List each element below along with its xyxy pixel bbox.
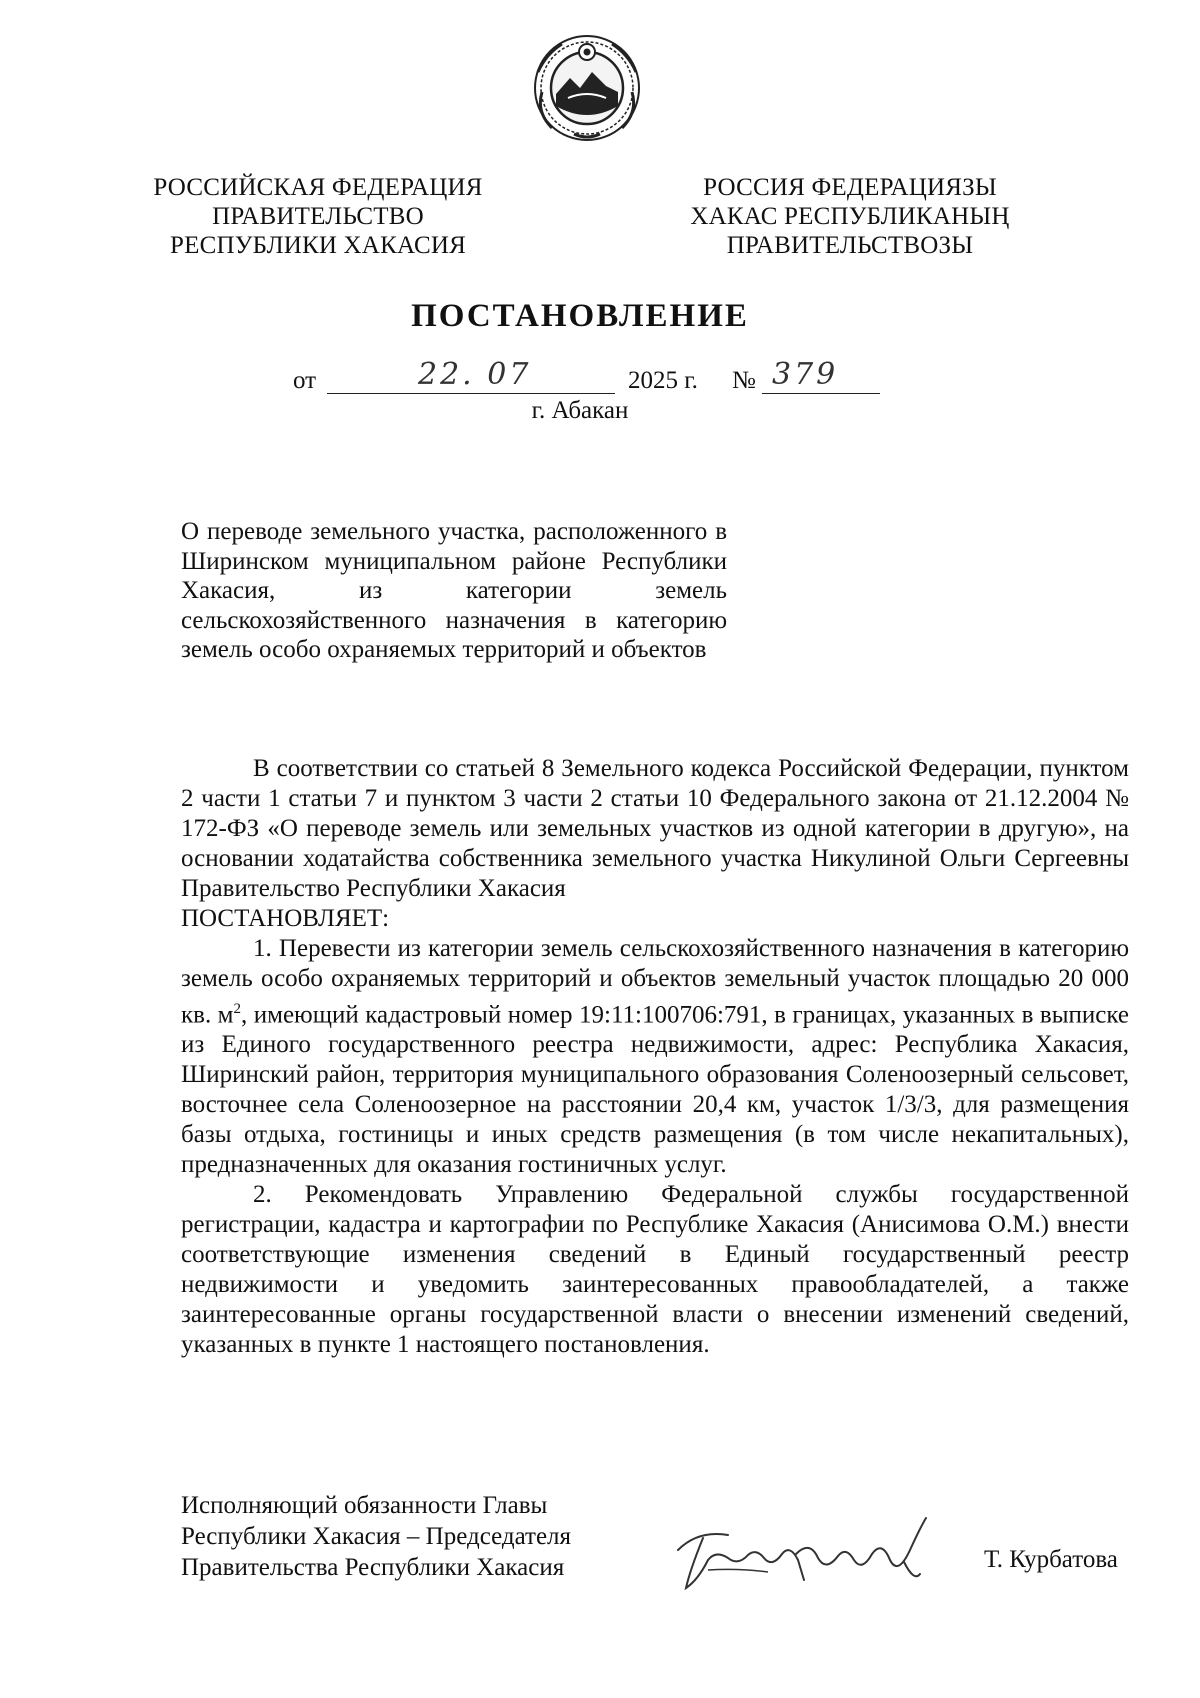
position-line: Исполняющий обязанности Главы (181, 1492, 548, 1519)
handwritten-date: 22. 07 (418, 357, 532, 392)
preamble-paragraph (181, 754, 1129, 934)
header-russian (128, 173, 508, 260)
signatory-position (181, 1490, 641, 1583)
header-line: ХАКАС РЕСПУБЛИКАНЫҢ (690, 203, 1010, 230)
item-2-paragraph: 2. Рекомендовать Управлению Федеральной службы государственной регистрации, кадастра и картографии по Республике Хакасия (Анисимова О.М.) внести соответствующие изменения сведений в Единый государственный реестр недвижимости и уведомить заинтересованных правообладателей, а также заинтересованные органы государственной власти о внесении изменений сведений, указанных в пункте 1 настоящего постановления. (181, 1181, 1129, 1359)
number-sign: № (732, 367, 756, 394)
item-1-paragraph (181, 934, 1129, 1180)
handwritten-number: 379 (772, 357, 839, 392)
date-prefix: от (293, 367, 317, 394)
header-khakas (660, 173, 1040, 260)
header-line: РОССИЙСКАЯ ФЕДЕРАЦИЯ (153, 174, 483, 201)
date-underline (327, 393, 615, 394)
decree-subject: О переводе земельного участка, расположенного в Ширинском муниципальном районе Республики Хакасия, из категории земель сельскохозяйственного назначения в категорию земель особо охраняемых территорий и объектов (181, 518, 727, 663)
handwritten-signature (668, 1510, 938, 1600)
number-underline (762, 393, 880, 394)
header-line: РЕСПУБЛИКИ ХАКАСИЯ (170, 232, 466, 259)
decree-word: ПОСТАНОВЛЯЕТ: (181, 905, 390, 932)
superscript: 2 (233, 1001, 242, 1017)
position-line: Республики Хакасия – Председателя (181, 1523, 572, 1550)
header-line: ПРАВИТЕЛЬСТВО (212, 203, 424, 230)
item-1-text-cont: , имеющий кадастровый номер 19:11:100706:791, в границах, указанных в выписке из Единого государственного реестра недвижимости, адрес: Республика Хакасия, Ширинский район, территория муниципального образования Соленоозерный сельсовет, восточнее села Соленоозерное на расстоянии 20,4 км, участок 1/3/3, для размещения базы отдыха, гостиницы и иных средств размещения (в том числе некапитальных), предназначенных для оказания гостиничных услуг. (181, 1001, 1129, 1179)
document-title: ПОСТАНОВЛЕНИЕ (411, 298, 749, 334)
coat-of-arms-icon (532, 32, 642, 144)
city: г. Абакан (531, 397, 629, 424)
header-line: ПРАВИТЕЛЬСТВОЗЫ (726, 232, 974, 259)
position-line: Правительства Республики Хакасия (181, 1554, 565, 1581)
signatory-name: Т. Курбатова (984, 1546, 1118, 1573)
header-line: РОССИЯ ФЕДЕРАЦИЯЗЫ (703, 174, 997, 201)
preamble-text: В соответствии со статьей 8 Земельного кодекса Российской Федерации, пунктом 2 части 1 статьи 7 и пунктом 3 части 2 статьи 10 Федерального закона от 21.12.2004 № 172-ФЗ «О переводе земель или земельных участков из одной категории в другую», на основании ходатайства собственника земельного участка Никулиной Ольги Сергеевны Правительство Республики Хакасия (181, 755, 1129, 902)
decree-body (181, 754, 1129, 1360)
item-1-text: 1. Перевести из категории земель сельскохозяйственного назначения в категорию земель особо охраняемых территорий и объектов земельный участок площадью 20 000 кв. м (181, 935, 1129, 1029)
date-year: 2025 г. (628, 367, 698, 394)
